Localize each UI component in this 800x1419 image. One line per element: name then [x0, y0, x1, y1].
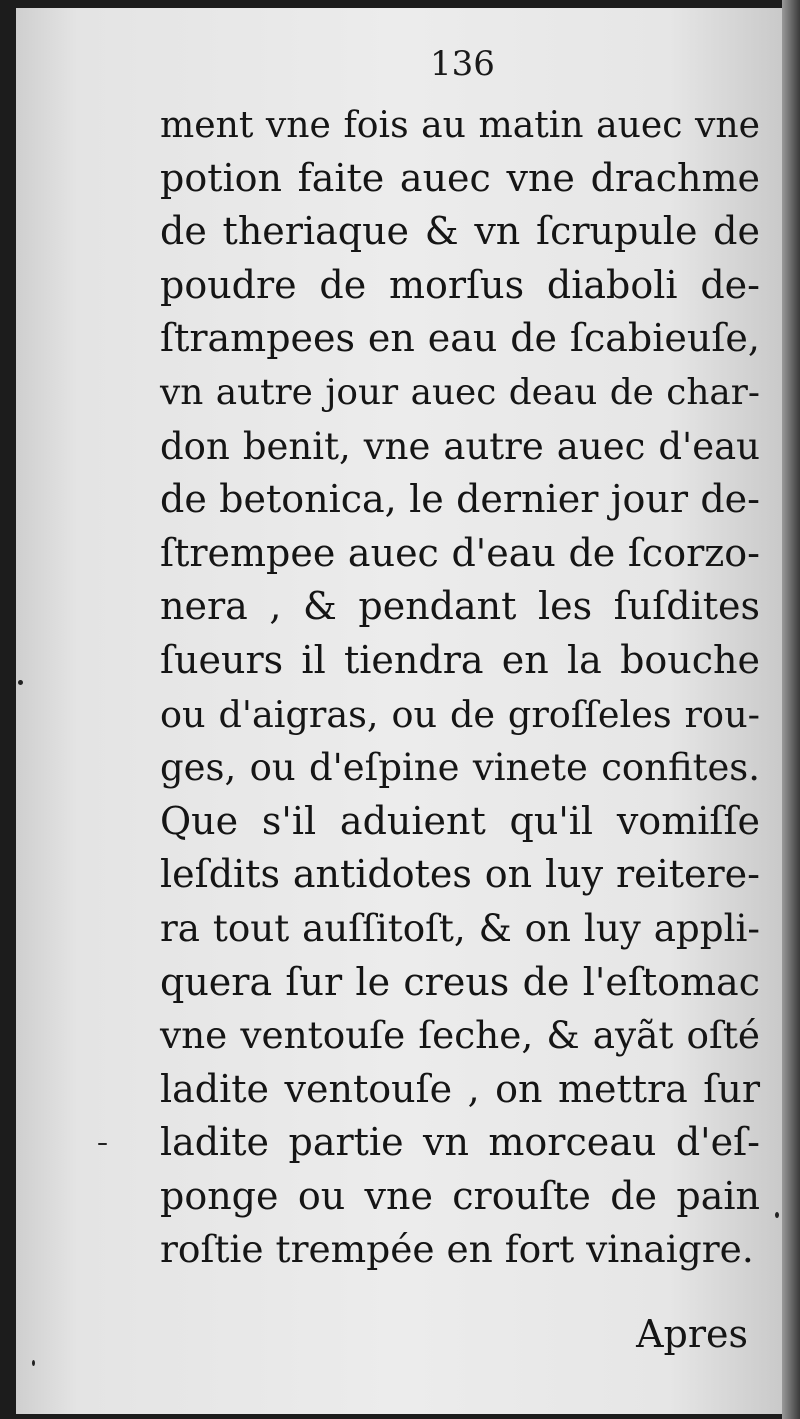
text-line: potion faite auec vne drachme — [160, 155, 760, 200]
text-line: ſtrampees en eau de ſcabieuſe, — [160, 316, 760, 361]
ink-speck — [98, 1143, 107, 1145]
text-line: ſtrempee auec d'eau de ſcorzo- — [160, 530, 760, 575]
text-line: vne ventouſe ſeche, & ayãt oſté — [160, 1013, 760, 1058]
ink-speck — [32, 1360, 35, 1366]
text-line: de theriaque & vn ſcrupule de — [160, 209, 760, 254]
text-line: de betonica, le dernier jour de- — [160, 477, 760, 522]
text-line: roſtie trempée en fort vinaigre. — [160, 1227, 754, 1272]
text-line: nera , & pendant les ſuſdites — [160, 584, 760, 629]
text-line: leſdits antidotes on luy reitere- — [160, 852, 760, 897]
text-line: quera ſur le creus de l'eſtomac — [160, 959, 760, 1004]
text-line: ſueurs il tiendra en la bouche — [160, 637, 760, 682]
text-line: ladite partie vn morceau d'eſ- — [160, 1120, 760, 1165]
ink-speck — [18, 680, 23, 685]
text-line: ment vne fois au matin auec vne — [160, 103, 760, 146]
text-line: ra tout auſſitoſt, & on luy appli- — [160, 905, 760, 950]
text-line: vn autre jour auec deau de char- — [160, 371, 760, 413]
text-line: ponge ou vne crouſte de pain — [160, 1173, 760, 1218]
text-line: poudre de morſus diaboli de- — [160, 262, 760, 307]
text-line: don benit, vne autre auec d'eau — [160, 424, 760, 468]
page-number: 136 — [430, 44, 495, 84]
page-edge-shadow — [782, 0, 800, 1419]
body-text — [160, 98, 760, 1277]
text-line: ou d'aigras, ou de groſſeles rou- — [160, 692, 760, 736]
catchword: Apres — [636, 1312, 748, 1356]
ink-speck — [775, 1212, 779, 1218]
text-line: Que s'il aduient qu'il vomiſſe — [160, 798, 760, 843]
text-line: ladite ventouſe , on mettra ſur — [160, 1066, 760, 1111]
text-line: ges, ou d'eſpine vinete confites. — [160, 746, 760, 790]
